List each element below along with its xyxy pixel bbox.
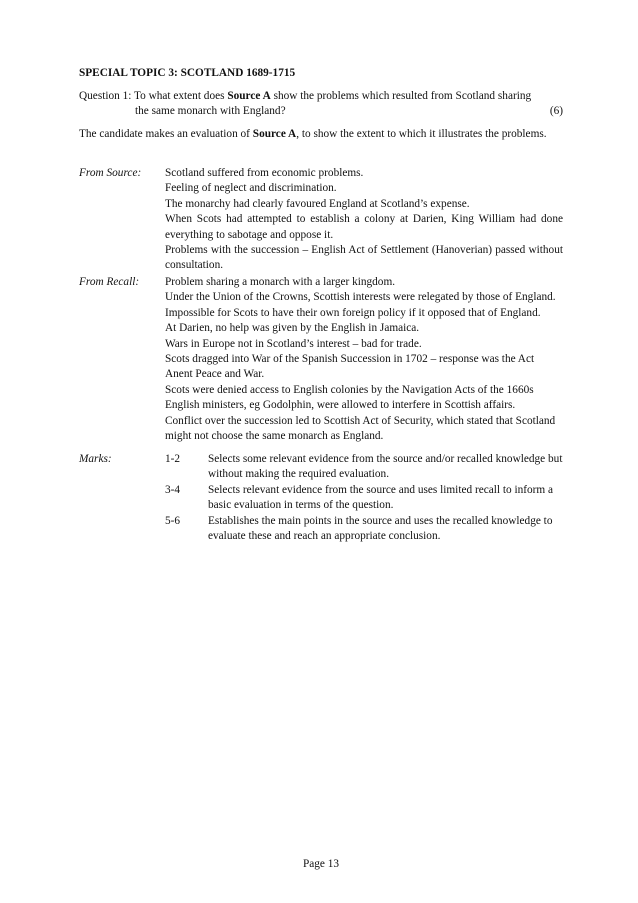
page-number: Page 13	[302, 858, 340, 870]
intro-post: , to show the extent to which it illustrates the problems.	[296, 128, 547, 140]
from-source-label: From Source:	[79, 167, 142, 179]
question-text-post: show the problems which resulted from Scotland sharing	[270, 90, 532, 102]
from-source-section	[79, 166, 563, 274]
marks-label: Marks:	[79, 453, 112, 465]
list-item: Impossible for Scots to have their own foreign policy if it opposed that of England.	[165, 306, 541, 319]
page-title: SPECIAL TOPIC 3: SCOTLAND 1689-1715	[79, 67, 296, 79]
list-item: Wars in Europe not in Scotland’s interest – bad for trade.	[165, 337, 422, 350]
list-item: When Scots had attempted to establish a colony at Darien, King William had done everything to sabotage and oppose it.	[165, 213, 563, 241]
mark-band	[165, 483, 563, 514]
question-block	[79, 89, 563, 120]
question-text-pre: To what extent does	[134, 90, 228, 102]
from-source-list	[165, 166, 563, 274]
marks-section	[79, 452, 563, 544]
from-recall-list	[165, 275, 563, 444]
mark-band-description: Selects relevant evidence from the source and uses limited recall to inform a basic evaluation in terms of the question.	[208, 483, 554, 512]
mark-band-range: 3-4	[165, 483, 181, 496]
mark-band-description: Selects some relevant evidence from the source and/or recalled knowledge but without making the required evaluation.	[208, 453, 563, 481]
question-marks: (6)	[549, 105, 563, 118]
mark-band	[165, 452, 563, 483]
list-item: Scots were denied access to English colonies by the Navigation Acts of the 1660s	[165, 383, 534, 396]
list-item: Under the Union of the Crowns, Scottish interests were relegated by those of England.	[165, 291, 556, 304]
question-label: Question 1:	[79, 90, 132, 102]
list-item: Scots dragged into War of the Spanish Succession in 1702 – response was the Act Anent Peace and War.	[165, 353, 535, 381]
question-source-ref: Source A	[227, 90, 271, 102]
question-text-line2: the same monarch with England?	[135, 105, 286, 118]
document-page	[79, 0, 563, 903]
list-item: The monarchy had clearly favoured England at Scotland’s expense.	[165, 197, 470, 210]
list-item: Feeling of neglect and discrimination.	[165, 182, 337, 195]
mark-band	[165, 514, 563, 545]
question-text	[134, 89, 531, 104]
list-item: Problem sharing a monarch with a larger kingdom.	[165, 276, 396, 288]
from-recall-label: From Recall:	[79, 276, 140, 288]
intro-source-ref: Source A	[252, 128, 297, 140]
intro-pre: The candidate makes an evaluation of	[79, 128, 253, 140]
marks-bands	[165, 452, 563, 544]
mark-band-range: 1-2	[165, 453, 181, 465]
list-item: Conflict over the succession led to Scottish Act of Security, which stated that Scotland might not choose the same monarch as England.	[165, 414, 556, 443]
list-item: Scotland suffered from economic problems.	[165, 167, 364, 179]
intro-paragraph	[79, 127, 563, 142]
mark-band-range: 5-6	[165, 514, 181, 527]
list-item: Problems with the succession – English Act of Settlement (Hanoverian) passed without consultation.	[165, 244, 563, 272]
mark-band-description: Establishes the main points in the source and uses the recalled knowledge to evaluate these and reach an appropriate conclusion.	[208, 514, 553, 543]
list-item: At Darien, no help was given by the English in Jamaica.	[165, 322, 420, 335]
from-recall-section	[79, 275, 563, 444]
list-item: English ministers, eg Godolphin, were allowed to interfere in Scottish affairs.	[165, 399, 516, 412]
